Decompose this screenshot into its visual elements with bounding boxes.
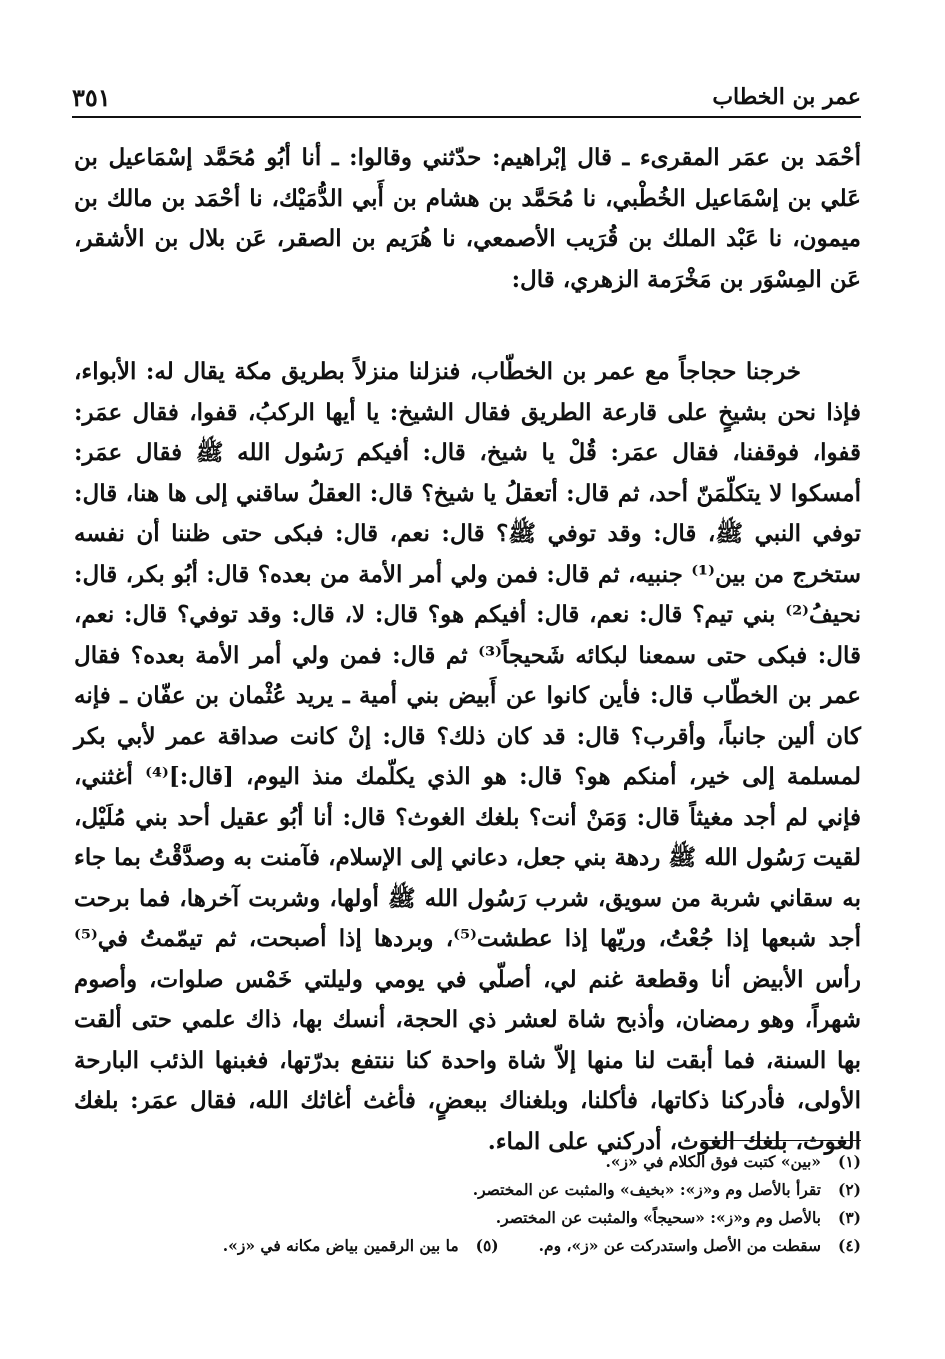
running-title: عمر بن الخطاب — [712, 84, 861, 110]
footnote-number: (٥) — [475, 1236, 499, 1255]
footnote-row — [74, 1232, 861, 1260]
footnote — [74, 1148, 861, 1176]
footnote — [223, 1232, 499, 1260]
page-header — [72, 72, 861, 118]
isnad-paragraph — [74, 138, 861, 300]
footnote — [74, 1204, 861, 1232]
footnote-text: بالأصل وم و«ز»: «سحيجاً» والمثبت عن المختصر. — [495, 1208, 821, 1227]
main-text-block — [74, 352, 861, 1162]
footnote-text: تقرأ بالأصل وم و«ز»: «بخيف» والمثبت عن المختصر. — [472, 1180, 821, 1199]
footnote-number: (٢) — [837, 1180, 861, 1199]
page-number: ٣٥١ — [72, 83, 111, 112]
footnote-number: (٣) — [837, 1208, 861, 1227]
footnote-divider — [701, 1140, 861, 1141]
footnote-text: ما بين الرقمين بياض مكانه في «ز». — [222, 1236, 459, 1255]
footnote-number: (١) — [837, 1152, 861, 1171]
footnote-number: (٤) — [837, 1236, 861, 1255]
footnotes — [74, 1148, 861, 1260]
footnote-text: سقطت من الأصل واستدركت عن «ز»، وم. — [538, 1236, 821, 1255]
footnote — [74, 1176, 861, 1204]
footnote-text: «بين» كتبت فوق الكلام في «ز». — [605, 1152, 821, 1171]
footnote — [539, 1232, 861, 1260]
isnad-text: أحْمَد بن عمَر المقرىء ـ قال إبْراهيم: حدّثني وقالوا: ـ أنا أبُو مُحَمَّد إسْمَاعيل بن عَلي بن إسْمَاعيل الخُطْبي، نا مُحَمَّد بن هشام بن أَبي الدُّمَيْك، نا أحْمَد بن مالك بن ميمون، نا عَبْد الملك بن قُرَيب الأصمعي، نا هُرَيم بن الصقر، عَن بلال بن الأشقر، عَن المِسْوَر بن مَخْرَمة الزهري، قال: — [74, 144, 861, 293]
main-paragraph: خرجنا حجاجاً مع عمر بن الخطّاب، فنزلنا منزلاً بطريق مكة يقال له: الأبواء، فإذا نحن بشيخٍ على قارعة الطريق فقال الشيخ: يا أيها الركبُ، قفوا، فقال عمَر: قفوا، فوقفنا، فقال عمَر: قُلْ يا شيخ، قال: أفيكم رَسُول الله ﷺ فقال عمَر: أمسكوا لا يتكلّمَنّ أحد، ثم قال: أتعقلُ يا شيخ؟ قال: العقلُ ساقني إلى ها هنا، قال: توفي النبي ﷺ، قال: وقد توفي ﷺ؟ قال: نعم، قال: فبكى حتى ظننا أن نفسه ستخرج من بين⁽¹⁾ جنبيه، ثم قال: فمن ولي أمر الأمة من بعده؟ قال: أبُو بكر، قال: نحيفُ⁽²⁾ بني تيم؟ قال: نعم، قال: أفيكم هو؟ قال: لا، قال: وقد توفي؟ قال: نعم، قال: فبكى حتى سمعنا لبكائه شَحيجاً⁽³⁾ ثم قال: فمن ولي أمر الأمة بعده؟ فقال عمر بن الخطّاب قال: فأين كانوا عن أَبيض بني أمية ـ يريد عُثْمان بن عفّان ـ فإنه كان ألين جانباً، وأقرب؟ قال: قد كان ذلك؟ قال: إنْ كانت صداقة عمر لأبي بكر لمسلمة إلى خير، أمنكم هو؟ قال: هو الذي يكلّمك منذ اليوم، [قال:]⁽⁴⁾ أغثني، فإني لم أجد مغيثاً قال: وَمَنْ أنت؟ بلغك الغوث؟ قال: أنا أبُو عقيل أحد بني مُلَيْل، لقيت رَسُول الله ﷺ ردهة بني جعل، دعاني إلى الإسلام، فآمنت به وصدَّقْتُ بما جاء به سقاني شربة من سويق، شرب رَسُول الله ﷺ أولها، وشربت آخرها، فما برحت أجد شبعها إذا جُعْتُ، وريّها إذا عطشت⁽⁵⁾، وبردها إذا أصبحت، ثم تيمّمتُ في⁽⁵⁾ رأس الأبيض أنا وقطعة غنم لي، أصلّي في يومي وليلتي خَمْس صلوات، وأصوم شهراً، وهو رمضان، وأذبح شاة لعشر ذي الحجة، أنسك بها، ذاك علمي حتى ألقت بها السنة، فما أبقت لنا منها إلاّ شاة واحدة كنا ننتفع بدرّتها، فغبنها الذئب البارحة الأولى، فأدركنا ذكاتها، فأكلنا، وبلغناك ببعضٍ، فأغث أغاثك الله، فقال عمَر: بلغك الغوث، بلغك الغوث، أدركني على الماء. — [74, 358, 862, 1155]
